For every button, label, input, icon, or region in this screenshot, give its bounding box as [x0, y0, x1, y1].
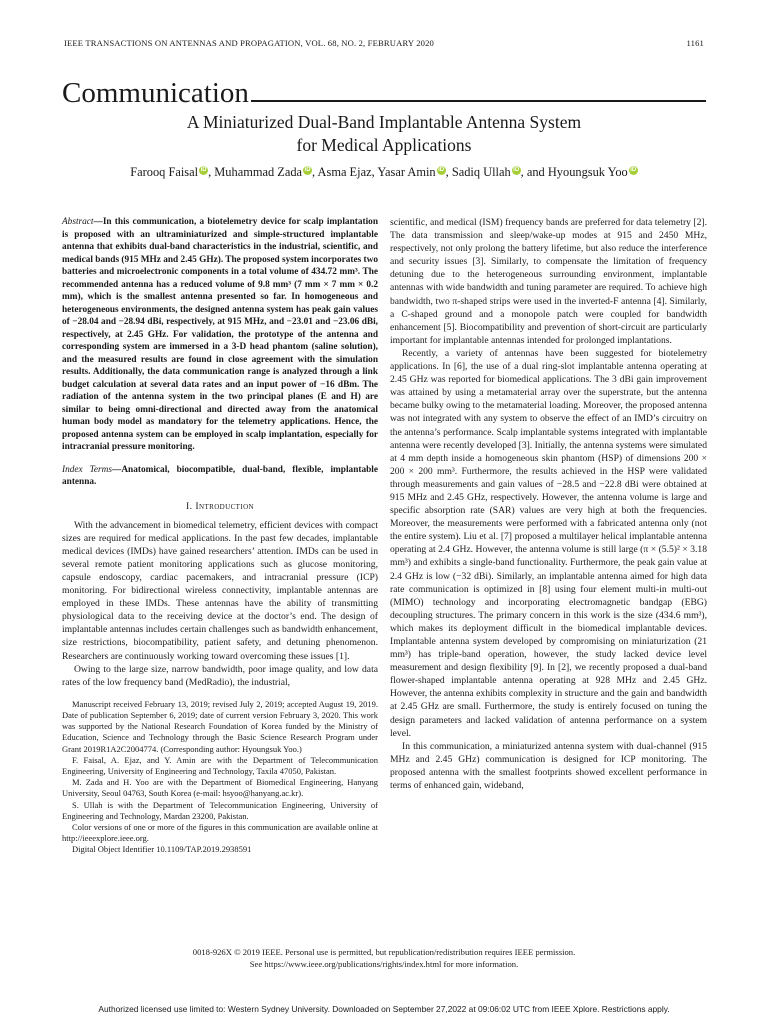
footnote-manuscript: Manuscript received February 13, 2019; revised July 2, 2019; accepted August 19, 2019. Date of publication September 6, 2019; date of current version February 3, 2020. This work was supported by the National Research Foundation of Korea funded by the Ministry of Education, Science and Technology through the Basic Science Research Program under Grant 2019R1A2C2004774. (Corresponding author: Hyoungsuk Yoo.) — [62, 698, 378, 754]
author-name: Farooq Faisal — [130, 165, 199, 179]
author-name: Asma Ejaz — [317, 165, 372, 179]
author-list: Farooq Faisal iD , Muhammad Zada iD , Asma Ejaz, Yasar Amin iD , Sadiq Ullah iD , and Hyoungsuk Yoo iD — [130, 165, 637, 179]
left-column — [62, 216, 378, 856]
article-type-rule — [251, 100, 706, 102]
article-type-label — [62, 74, 706, 108]
footnote-affiliation-3: S. Ullah is with the Department of Telecommunication Engineering, University of Engineering and Technology, Mardan 23200, Pakistan. — [62, 799, 378, 821]
index-terms-text: —Anatomical, biocompatible, dual-band, flexible, implantable antenna. — [62, 464, 378, 487]
copyright-line-1: 0018-926X © 2019 IEEE. Personal use is permitted, but republication/redistribution requires IEEE permission. — [192, 947, 576, 957]
intro-paragraph-2: Owing to the large size, narrow bandwidth, poor image quality, and low data rates of the low frequency band (MedRadio), the industrial, — [62, 663, 378, 688]
author-name: Yasar Amin — [377, 165, 436, 179]
section-heading-introduction: I. Introduction — [186, 500, 254, 512]
abstract — [62, 216, 378, 454]
orcid-icon[interactable]: iD — [513, 166, 520, 173]
orcid-icon[interactable]: iD — [630, 166, 637, 173]
title-line-1: A Miniaturized Dual-Band Implantable Antenna System — [186, 112, 582, 132]
body-paragraph-1: scientific, and medical (ISM) frequency bands are preferred for data telemetry [2]. The data transmission and sleep/wake-up modes at 915 and 2450 MHz, respectively, not only prolong the battery lifetime, but also reduce the interference and security issues [3]. Similarly, to compensate the limitation of frequency detuning due to the heterogeneous surrounding environment, implantable antennas with wide bandwidth and tuning parameter are required. To achieve high bandwidth, two π-shaped strips were used in the inverted-F antenna [4]. Similarly, a C-shaped ground and a monopole patch were coupled for bandwidth enhancement [5]. Biocompatibility and prevention of short-circuit are particularly important for implantable antennas intended for prolonged implantations. — [390, 217, 707, 346]
right-column — [390, 216, 707, 792]
abstract-label: Abstract — [62, 217, 94, 227]
index-terms-label: Index Terms — [62, 464, 113, 475]
journal-name: IEEE TRANSACTIONS ON ANTENNAS AND PROPAGATION, VOL. 68, NO. 2, FEBRUARY 2020 — [64, 38, 434, 48]
abstract-text: —In this communication, a biotelemetry device for scalp implantation is proposed with an ultraminiaturized and simple-structured implantable antenna that exhibits dual-band characteristics in the industrial, scientific, and medical bands (915 MHz and 2.45 GHz). The proposed system incorporates two batteries and microelectronic components in a total volume of 434.72 mm³. The recommended antenna has a reduced volume of 9.8 mm³ (7 mm × 7 mm × 0.2 mm), which is the smallest antenna presented so far. In homogeneous and heterogeneous environments, the designed antenna system has peak gain values of −28.04 and −28.94 dBi, respectively, at 915 MHz, and −23.01 and −23.06 dBi, respectively, at 2.45 GHz. For validation, the prototype of the antenna and corresponding system are immersed in a 3-D head phantom (saline solution), and the measured results are found in close agreement with the simulation results. Additionally, the data communication range is analyzed through a link budget calculation at several data rates and an input power of −16 dBm. The radiation of the antenna system in the two principal planes (E and H) are similar to being omni-directional and directed away from the anatomical human body model as mandatory for the telemetry applications. Hence, the proposed antenna system can be employed in scalp implantation, especially for intracranial pressure monitoring. — [62, 217, 379, 452]
title-line-2: for Medical Applications — [296, 135, 472, 155]
body-paragraph-2: Recently, a variety of antennas have been suggested for biotelemetry applications. In [6], the use of a dual ring-slot implantable antenna operating at 2.45 GHz was reported for biomedical applications. The 3 dBi gain improvement was attained by using a metamaterial array over the superstrate, but the antenna became bulky owing to the metamaterial loading. Moreover, the proposed antenna was not integrated with any system to observe the effect of an IMD’s circuitry on the antenna’s performance. Scalp implantable systems integrated with implantable antenna were recently developed [3]. Initially, the antenna systems were simulated at 4 mm depth inside a homogeneous skin phantom (HSP) of dimensions 200 × 200 × 200 mm³. Furthermore, the results achieved in the HSP were validated through measurements and gain values of −28.5 and −22.8 dBi were obtained at 915 MHz and 2.45 GHz, respectively. However, the antenna volume is large and specific absorption rate (SAR) values are very high at both the frequencies. Moreover, the measurements were performed with a fabricated antenna only (not the entire system). Liu et al. [7] proposed a multilayer helical implantable antenna operating at 2.4 GHz. However, the antenna volume is still large (π × (5.5)² × 3.18 mm³) and exhibits a single-band functionality. Furthermore, the peak gain value at 2.4 GHz is low (−32 dBi). Similarly, an implantable antenna aimed for high data rate communication is optimized in [8] using four element multi-in multi-out (MIMO) technology and incorporating electromagnetic bandgap (EBG) decoupling structures. The primary concern in this work is the size (434.6 mm³), which makes its deployment difficult in the biomedical implantable devices. Implantable antenna system developed by compromising on miniaturization (21 mm³) has triple-band operation, however, the study lacked device level measurement and design flexibility [9]. In [2], we recently proposed a dual-band flower-shaped implantable antenna operating at 928 MHz and 2.45 GHz. However, the antenna exhibits complexity in structure and the gain and bandwidth at 2.45 GHz are small. Furthermore, the study is entirely focused on tuning the design parameters and lacked validation of antenna performance on a system level. — [390, 347, 707, 739]
author-name: Hyoungsuk Yoo — [547, 165, 628, 179]
author-name: Muhammad Zada — [214, 165, 303, 179]
orcid-icon[interactable]: iD — [304, 166, 311, 173]
running-header — [64, 38, 704, 48]
intro-paragraph-1: With the advancement in biomedical telemetry, efficient devices with compact sizes are required for medical applications. In the past few decades, implantable medical devices (IMDs) have gained researchers’ attention. IMDs can be used in several remote patient monitoring applications such as glucose monitoring, capsule endoscopy, cardiac pacemakers, and intracranial pressure (ICP) monitoring. For bidirectional wireless connectivity, implantable antennas are employed in these IMDs. These antennas have the ability of transmitting physiological data to the receiving device at the doctor’s end. The design of implantable antennas includes certain challenges such as bandwidth enhancement, size restrictions, biocompatibility, patient safety, and detuning phenomenon. Researchers are continuously working toward overcoming these issues [1]. — [62, 519, 378, 662]
orcid-icon[interactable]: iD — [200, 166, 207, 173]
orcid-icon[interactable]: iD — [438, 166, 445, 173]
footnote-affiliation-2: M. Zada and H. Yoo are with the Department of Biomedical Engineering, Hanyang University, Seoul 04763, South Korea (e-mail: hsyoo@hanyang.ac.kr). — [62, 777, 378, 799]
body-paragraph-3: In this communication, a miniaturized antenna system with dual-channel (915 MHz and 2.45 GHz) communication is designed for ICP monitoring. The proposed antenna with the smallest footprints showed excellent performance in terms of enhanced gain, wideband, — [390, 740, 707, 792]
footnotes — [62, 699, 378, 856]
page-number: 1161 — [686, 38, 704, 48]
footnote-doi: Digital Object Identifier 10.1109/TAP.2019.2938591 — [72, 844, 252, 855]
copyright-line-2: See https://www.ieee.org/publications/rights/index.html for more information. — [249, 958, 519, 969]
paper-title — [64, 111, 704, 157]
copyright-notice — [64, 947, 704, 970]
footnote-affiliation-1: F. Faisal, A. Ejaz, and Y. Amin are with the Department of Telecommunication Engineering, University of Engineering and Technology, Taxila 47050, Pakistan. — [62, 754, 378, 777]
index-terms — [62, 464, 378, 489]
article-type-word: Communication — [62, 77, 249, 109]
license-footer: Authorized licensed use limited to: Western Sydney University. Downloaded on September 27,2022 at 09:06:02 UTC from IEEE Xplore. Restrictions apply. — [98, 1004, 670, 1014]
author-name: Sadiq Ullah — [451, 165, 511, 179]
footnote-color: Color versions of one or more of the figures in this communication are available online at http://ieeexplore.ieee.org. — [62, 822, 378, 844]
